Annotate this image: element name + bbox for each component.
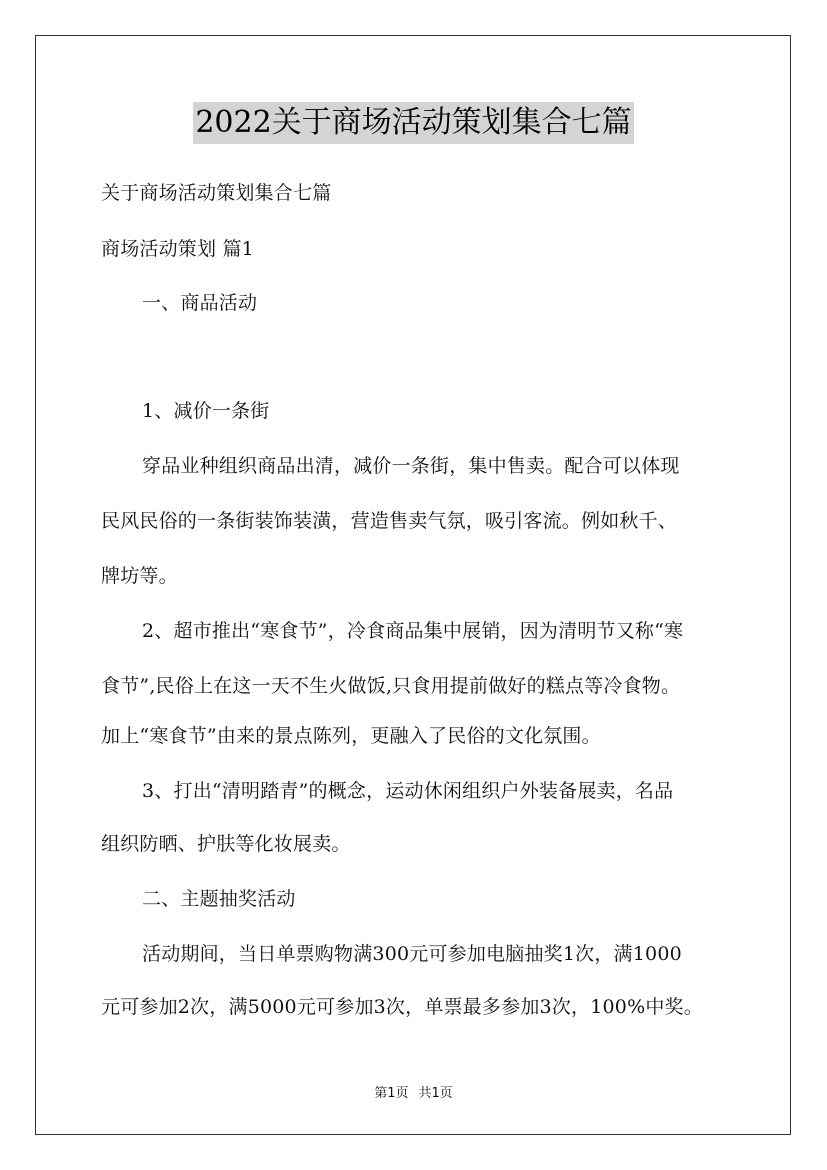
heading-lottery-activity: 二、主题抽奖活动 [142,888,296,910]
section-heading-1: 商场活动策划 篇1 [101,238,254,260]
document-title: 2022关于商场活动策划集合七篇 [193,102,633,144]
page-total: 共1页 [418,1086,453,1101]
page-footer [0,1082,827,1101]
subtitle-line: 关于商场活动策划集合七篇 [101,182,332,204]
paragraph-line: 食节”,民俗上在这一天不生火做饭,只食用提前做好的糕点等冷食物。 [101,675,681,697]
paragraph-line: 活动期间，当日单票购物满300元可参加电脑抽奖1次，满1000 [142,943,682,965]
title-container [0,102,827,144]
paragraph-line: 民风民俗的一条街装饰装潢，营造售卖气氛，吸引客流。例如秋千、 [101,510,678,532]
paragraph-line: 组织防晒、护肤等化妆展卖。 [101,833,351,855]
paragraph-line: 穿品业种组织商品出清，减价一条街，集中售卖。配合可以体现 [142,455,680,477]
paragraph-line: 加上“寒食节”由来的景点陈列，更融入了民俗的文化氛围。 [101,725,601,747]
heading-product-activity: 一、商品活动 [142,292,258,314]
paragraph-line: 牌坊等。 [101,565,178,587]
page-current: 第1页 [374,1086,409,1101]
paragraph-line: 2、超市推出“寒食节”，冷食商品集中展销，因为清明节又称“寒 [142,620,684,642]
item-heading-1: 1、减价一条街 [142,400,270,422]
paragraph-line: 3、打出“清明踏青”的概念，运动休闲组织户外装备展卖，名品 [142,780,674,802]
paragraph-line: 元可参加2次，满5000元可参加3次，单票最多参加3次，100%中奖。 [101,996,703,1018]
